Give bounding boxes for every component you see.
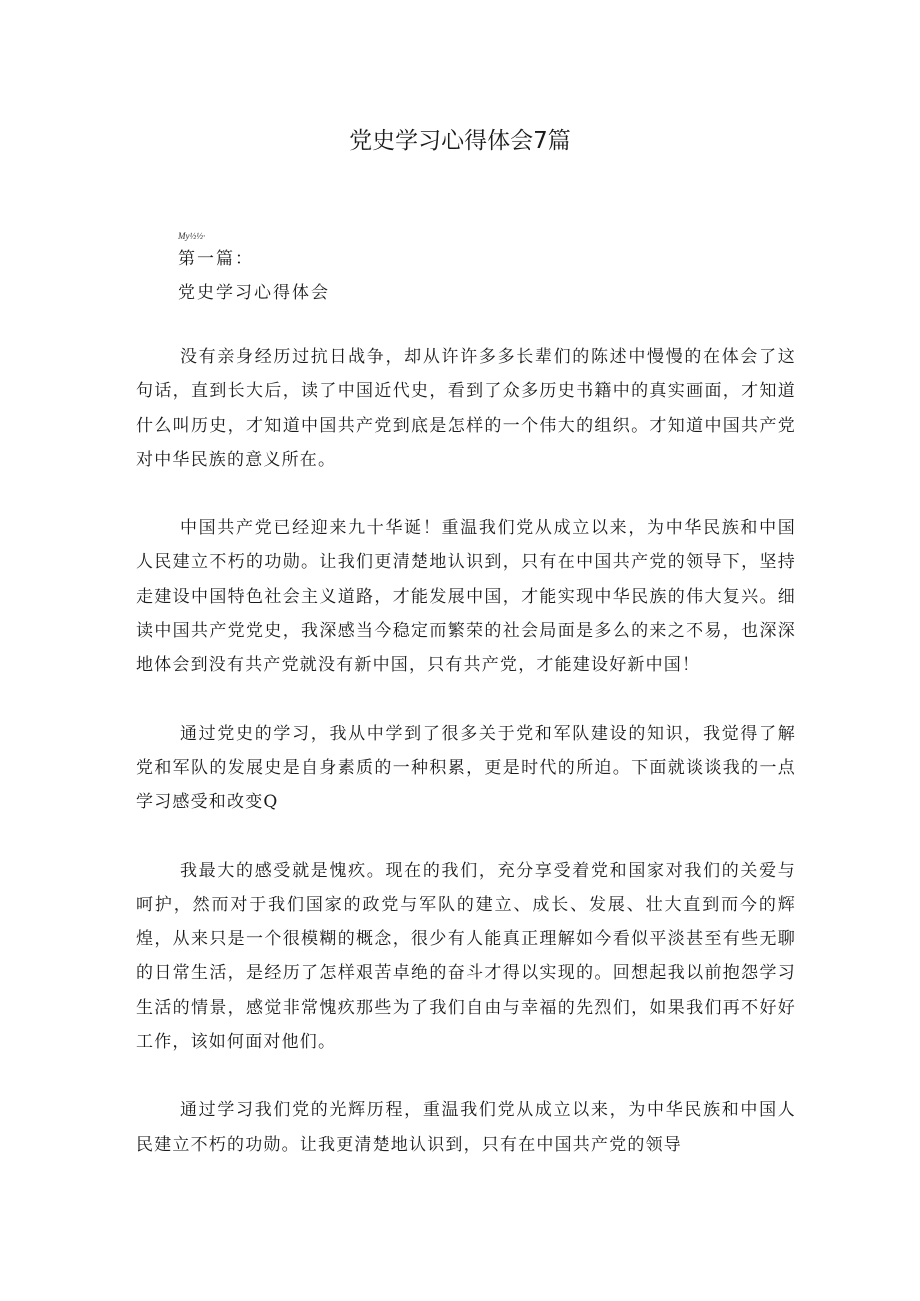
paragraph: 没有亲身经历过抗日战争，却从许许多多长辈们的陈述中慢慢的在体会了这句话，直到长大后，读了中国近代史，看到了众多历史书籍中的真实画面，才知道什么叫历史，才知道中国共产党到底是怎样的一个伟大的组织。才知道中国共产党对中华民族的意义所在。	[136, 347, 796, 470]
document-title: 党史学习心得体会7篇	[349, 128, 571, 154]
paragraph: 中国共产党已经迎来九十华诞！重温我们党从成立以来，为中华民族和中国人民建立不朽的功勋。让我们更清楚地认识到，只有在中国共产党的领导下，坚持走建设中国特色社会主义道路，才能发展中国，才能实现中华民族的伟大复兴。细读中国共产党党史，我深感当今稳定而繁荣的社会局面是多么的来之不易，也深深地体会到没有共产党就没有新中国，只有共产党，才能建设好新中国！	[136, 518, 796, 676]
paragraph: 通过学习我们党的光辉历程，重温我们党从成立以来，为中华民族和中国人民建立不朽的功勋。让我更清楚地认识到，只有在中国共产党的领导	[136, 1100, 796, 1155]
document-body	[136, 340, 796, 1196]
paragraph: 我最大的感受就是愧疚。现在的我们，充分享受着党和国家对我们的关爱与呵护，然而对于我们国家的政党与军队的建立、成长、发展、壮大直到而今的辉煌，从来只是一个很模糊的概念，很少有人能真正理解如今看似平淡甚至有些无聊的日常生活，是经历了怎样艰苦卓绝的奋斗才得以实现的。回想起我以前抱怨学习生活的情景，感觉非常愧疚那些为了我们自由与幸福的先烈们，如果我们再不好好工作，该如何面对他们。	[136, 860, 796, 1053]
paragraph: 通过党史的学习，我从中学到了很多关于党和军队建设的知识，我觉得了解党和军队的发展史是自身素质的一种积累，更是时代的所迫。下面就谈谈我的一点学习感受和改变Q	[136, 723, 796, 813]
part-title: 党史学习心得体会	[178, 283, 330, 303]
scan-mark: My½½·	[178, 231, 206, 241]
part-label: 第一篇：	[178, 249, 254, 269]
